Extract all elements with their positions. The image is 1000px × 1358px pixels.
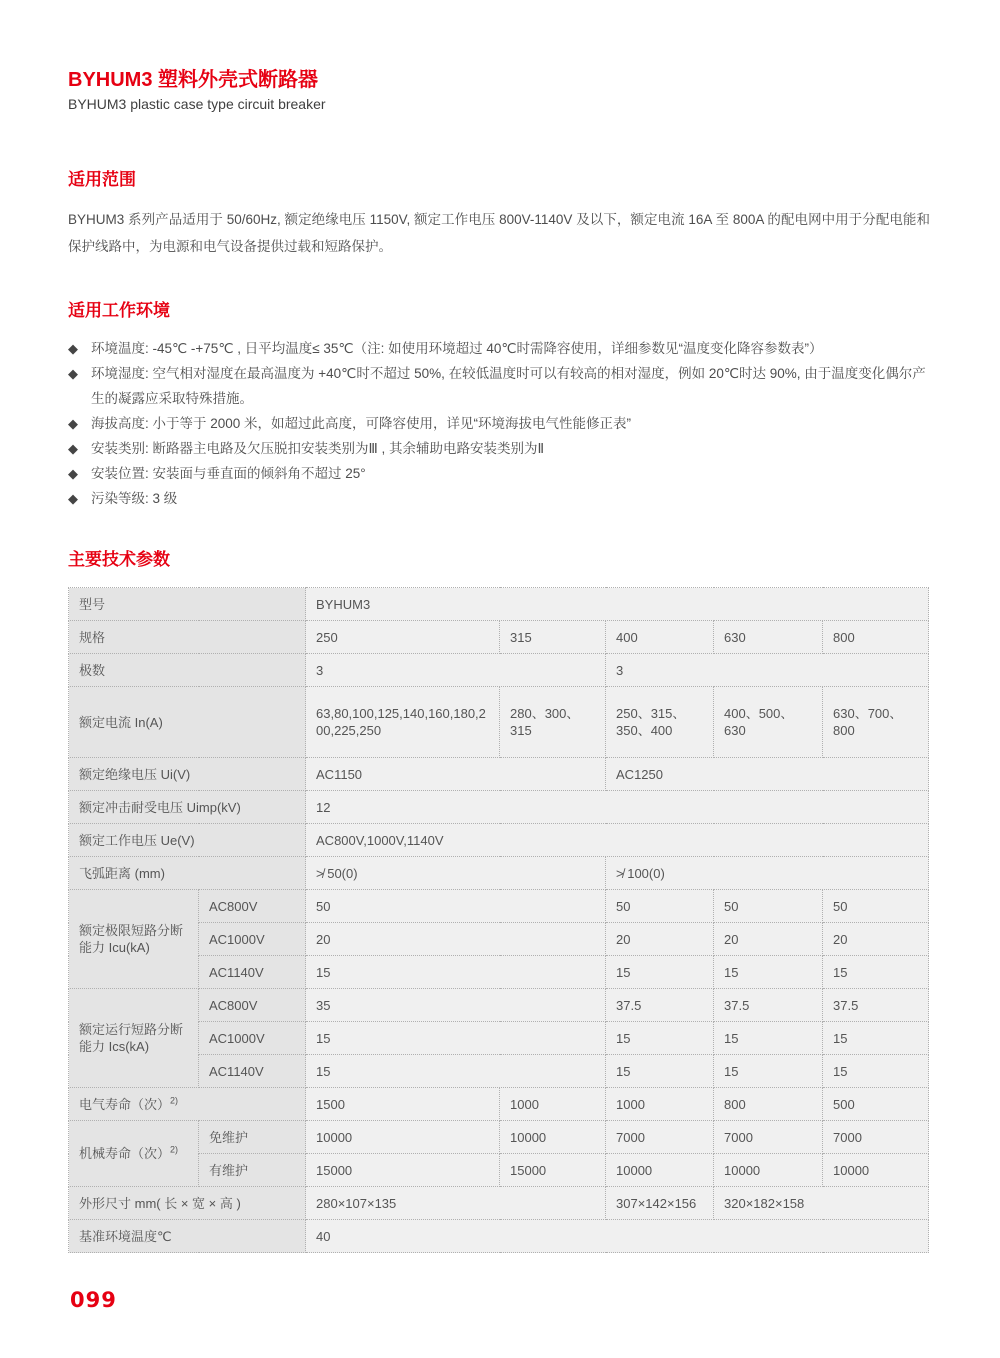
cell-data: 1000 — [606, 1088, 714, 1121]
environment-bullet — [68, 486, 930, 511]
environment-bullet-list — [68, 336, 930, 511]
table-row — [69, 1121, 929, 1154]
cell-sublabel: AC1000V — [199, 1022, 306, 1055]
table-row — [69, 687, 929, 758]
cell-data: 7000 — [823, 1121, 929, 1154]
cell-data: 315 — [500, 621, 606, 654]
cell-data: 20 — [823, 923, 929, 956]
title-block — [68, 68, 930, 113]
cell-data: 10000 — [306, 1121, 500, 1154]
cell-data: 7000 — [606, 1121, 714, 1154]
cell-sublabel: AC1140V — [199, 956, 306, 989]
cell-data: ≯ 50(0) — [306, 857, 606, 890]
cell-data: 15 — [306, 956, 606, 989]
cell-label: 电气寿命（次）$^{2)}$ — [69, 1088, 306, 1121]
cell-label: 额定绝缘电压 Ui(V) — [69, 758, 306, 791]
cell-data: 10000 — [714, 1154, 823, 1187]
cell-data: 250、315、350、400 — [606, 687, 714, 758]
cell-data: 307×142×156 — [606, 1187, 714, 1220]
cell-data: 10000 — [606, 1154, 714, 1187]
cell-label: 基准环境温度℃ — [69, 1220, 306, 1253]
page-title: BYHUM3 塑料外壳式断路器 — [68, 69, 319, 91]
cell-data: 15 — [823, 956, 929, 989]
superscript-note-ref: 2) — [170, 1095, 179, 1106]
table-row — [69, 621, 929, 654]
table-row — [69, 989, 929, 1022]
table-row — [69, 588, 929, 621]
cell-label: 极数 — [69, 654, 306, 687]
section-heading-parameters: 主要技术参数 — [68, 550, 170, 569]
cell-sublabel: AC800V — [199, 890, 306, 923]
cell-data: 7000 — [714, 1121, 823, 1154]
cell-data: AC800V,1000V,1140V — [306, 824, 929, 857]
cell-data: 10000 — [823, 1154, 929, 1187]
cell-data: 10000 — [500, 1121, 606, 1154]
cell-label: 额定极限短路分断能力 Icu(kA) — [69, 890, 199, 989]
cell-data: 50 — [714, 890, 823, 923]
cell-data: 15 — [306, 1022, 606, 1055]
environment-bullet — [68, 436, 930, 461]
diamond-bullet-icon: ◆ — [68, 366, 78, 381]
cell-data: 63,80,100,125,140,160,180,200,225,250 — [306, 687, 500, 758]
cell-data: 1500 — [306, 1088, 500, 1121]
cell-data: 37.5 — [606, 989, 714, 1022]
scope-paragraph: BYHUM3 系列产品适用于 50/60Hz, 额定绝缘电压 1150V, 额定工作电压 800V-1140V 及以下，额定电流 16A 至 800A 的配电网中用于分配电能和保护线路中，为电源和电气设备提供过载和短路保护。 — [68, 212, 930, 254]
cell-label: 规格 — [69, 621, 306, 654]
bullet-text: 海拔高度: 小于等于 2000 米，如超过此高度，可降容使用，详见“环境海拔电气性能修正表” — [91, 416, 632, 431]
table-row — [69, 1220, 929, 1253]
section-heading-scope: 适用范围 — [68, 170, 136, 189]
cell-data: 630 — [714, 621, 823, 654]
cell-data: 20 — [606, 923, 714, 956]
cell-data: 15 — [714, 956, 823, 989]
cell-data: 800 — [714, 1088, 823, 1121]
cell-data: 20 — [714, 923, 823, 956]
table-row — [69, 1088, 929, 1121]
cell-data: 15000 — [306, 1154, 500, 1187]
table-row — [69, 791, 929, 824]
cell-data: 50 — [306, 890, 606, 923]
cell-data: 12 — [306, 791, 929, 824]
bullet-text: 污染等级: 3 级 — [91, 491, 178, 506]
cell-data: 15 — [306, 1055, 606, 1088]
cell-data: 630、700、800 — [823, 687, 929, 758]
cell-data: 37.5 — [714, 989, 823, 1022]
cell-data: 20 — [306, 923, 606, 956]
cell-sublabel: 免维护 — [199, 1121, 306, 1154]
cell-data: 400 — [606, 621, 714, 654]
cell-label: 型号 — [69, 588, 306, 621]
diamond-bullet-icon: ◆ — [68, 466, 78, 481]
table-row — [69, 1187, 929, 1220]
cell-label: 额定运行短路分断能力 Ics(kA) — [69, 989, 199, 1088]
diamond-bullet-icon: ◆ — [68, 341, 78, 356]
cell-data: 800 — [823, 621, 929, 654]
cell-data: 3 — [606, 654, 929, 687]
cell-label: 机械寿命（次）$^{2)}$ — [69, 1121, 199, 1187]
bullet-text: 安装类别: 断路器主电路及欠压脱扣安装类别为Ⅲ , 其余辅助电路安装类别为Ⅱ — [91, 441, 545, 456]
cell-data: 40 — [306, 1220, 929, 1253]
cell-sublabel: AC1000V — [199, 923, 306, 956]
cell-data: 15 — [714, 1022, 823, 1055]
cell-data: AC1150 — [306, 758, 606, 791]
cell-data: 15 — [606, 1022, 714, 1055]
cell-data: 3 — [306, 654, 606, 687]
cell-sublabel: AC800V — [199, 989, 306, 1022]
cell-data: 280、300、315 — [500, 687, 606, 758]
cell-data: 15 — [823, 1022, 929, 1055]
cell-label: 额定冲击耐受电压 Uimp(kV) — [69, 791, 306, 824]
environment-bullet — [68, 411, 930, 436]
cell-data: 1000 — [500, 1088, 606, 1121]
cell-sublabel: AC1140V — [199, 1055, 306, 1088]
cell-data: 15 — [823, 1055, 929, 1088]
environment-bullet — [68, 336, 930, 361]
cell-data: 500 — [823, 1088, 929, 1121]
table-row — [69, 857, 929, 890]
cell-label: 额定电流 In(A) — [69, 687, 306, 758]
cell-data: AC1250 — [606, 758, 929, 791]
bullet-text: 环境温度: -45℃ -+75℃ , 日平均温度≤ 35℃（注: 如使用环境超过 40℃时需降容使用，详细参数见“温度变化降容参数表”） — [91, 341, 823, 356]
section-heading-environment: 适用工作环境 — [68, 301, 170, 320]
cell-data: 280×107×135 — [306, 1187, 606, 1220]
diamond-bullet-icon: ◆ — [68, 441, 78, 456]
cell-data: BYHUM3 — [306, 588, 929, 621]
cell-data: 15 — [606, 956, 714, 989]
page-subtitle: BYHUM3 plastic case type circuit breaker — [68, 96, 326, 112]
cell-data: ≯ 100(0) — [606, 857, 929, 890]
page-number: 099 — [70, 1288, 117, 1312]
cell-label: 外形尺寸 mm( 长 × 宽 × 高 ) — [69, 1187, 306, 1220]
bullet-text: 环境湿度: 空气相对湿度在最高温度为 +40℃时不超过 50%, 在较低温度时可以有较高的相对湿度，例如 20℃时达 90%, 由于温度变化偶尔产生的凝露应采取特殊措施。 — [91, 366, 926, 406]
diamond-bullet-icon: ◆ — [68, 491, 78, 506]
cell-data: 250 — [306, 621, 500, 654]
cell-data: 15 — [606, 1055, 714, 1088]
table-row — [69, 654, 929, 687]
table-row — [69, 824, 929, 857]
cell-label: 额定工作电压 Ue(V) — [69, 824, 306, 857]
cell-data: 15 — [714, 1055, 823, 1088]
cell-label: 飞弧距离 (mm) — [69, 857, 306, 890]
table-row — [69, 890, 929, 923]
environment-bullet — [68, 361, 930, 411]
superscript-note-ref: 2) — [170, 1144, 179, 1155]
cell-data: 400、500、630 — [714, 687, 823, 758]
parameters-table — [68, 587, 929, 1253]
diamond-bullet-icon: ◆ — [68, 416, 78, 431]
table-row — [69, 758, 929, 791]
cell-data: 35 — [306, 989, 606, 1022]
cell-data: 50 — [606, 890, 714, 923]
cell-sublabel: 有维护 — [199, 1154, 306, 1187]
cell-data: 15000 — [500, 1154, 606, 1187]
bullet-text: 安装位置: 安装面与垂直面的倾斜角不超过 25° — [91, 466, 366, 481]
cell-data: 320×182×158 — [714, 1187, 929, 1220]
cell-data: 50 — [823, 890, 929, 923]
cell-data: 37.5 — [823, 989, 929, 1022]
environment-bullet — [68, 461, 930, 486]
